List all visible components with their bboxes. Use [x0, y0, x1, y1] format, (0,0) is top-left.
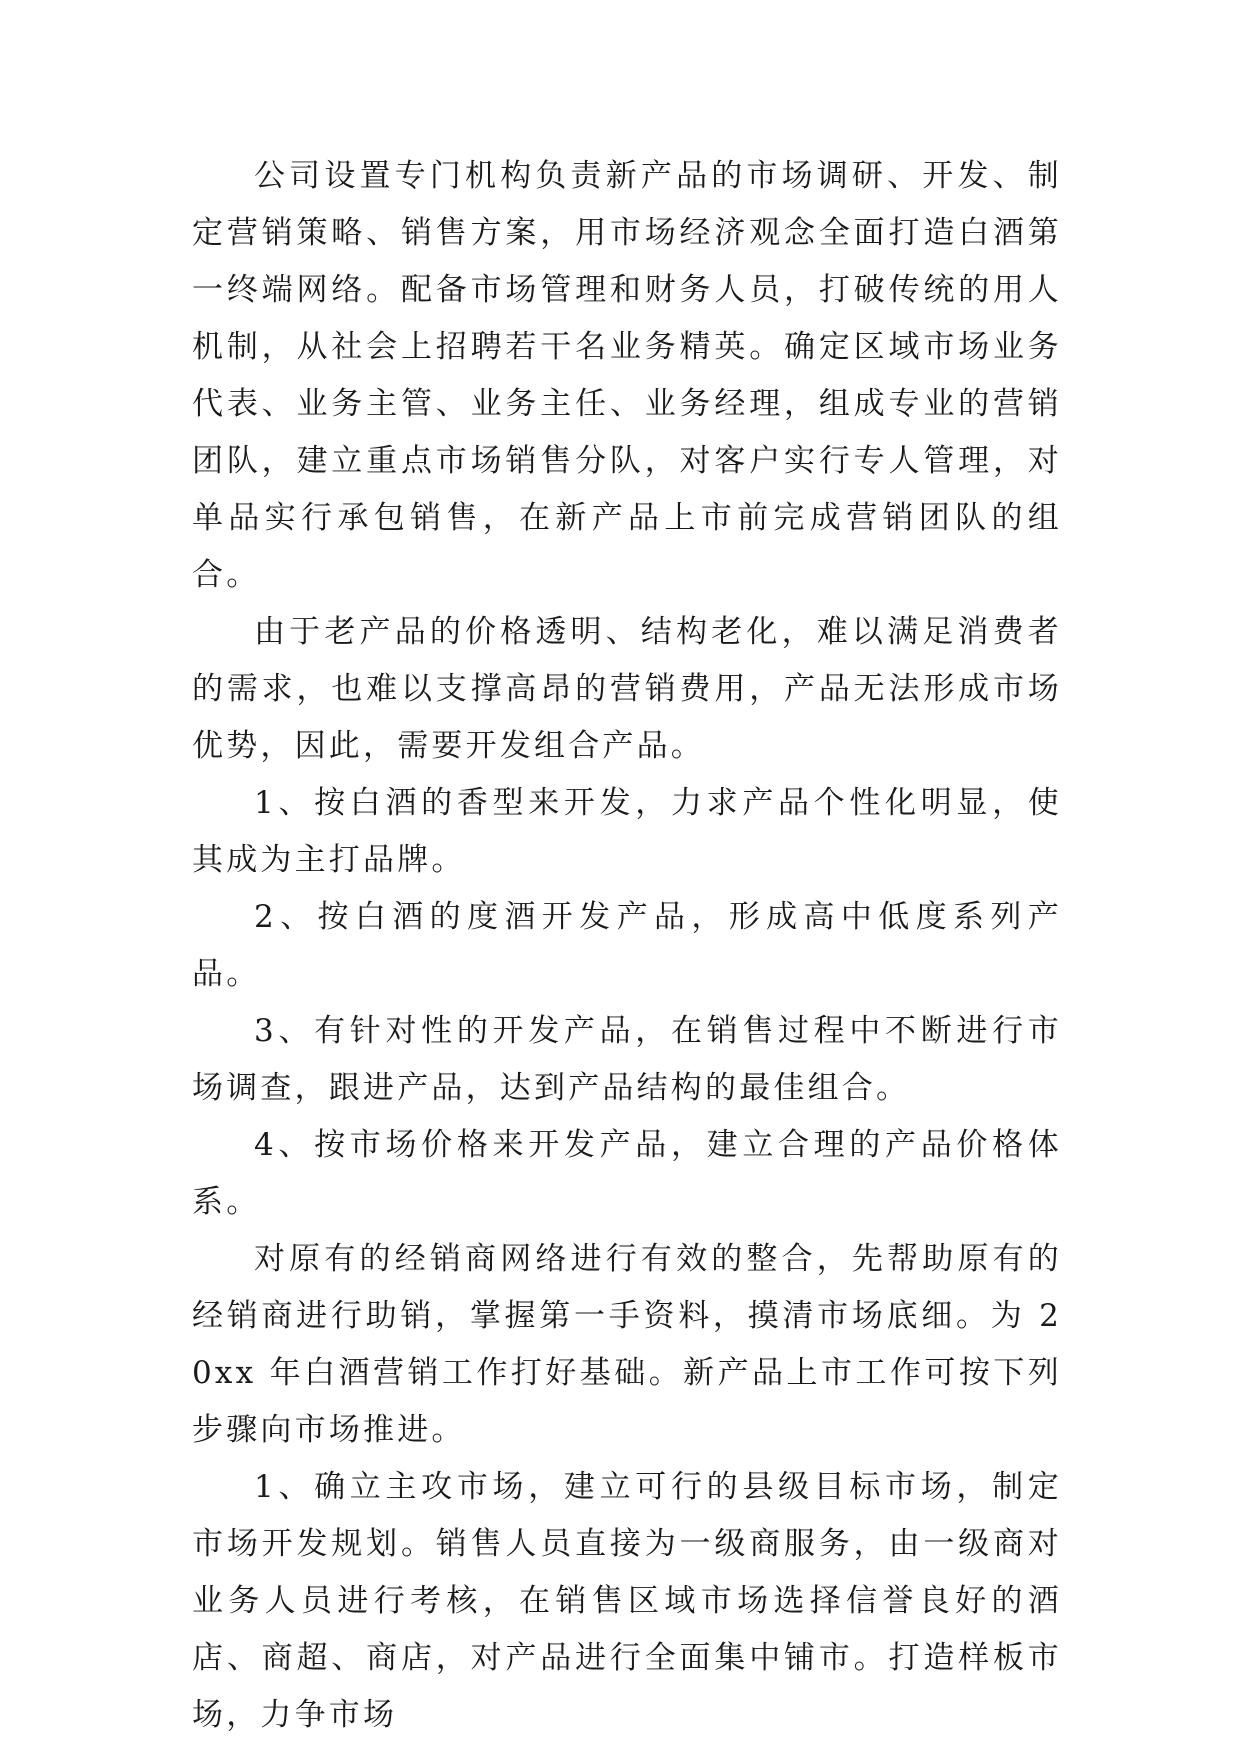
paragraph-target-market: 1、确立主攻市场，建立可行的县级目标市场，制定市场开发规划。销售人员直接为一级商服务，由一级商对业务人员进行考核，在销售区域市场选择信誉良好的酒店、商超、商店，对产品进行全面集中铺市。打造样板市场，力争市场 [192, 1469, 1062, 1733]
paragraph-targeted-development: 3、有针对性的开发产品，在销售过程中不断进行市场调查，跟进产品，达到产品结构的最佳组合。 [192, 1013, 1062, 1106]
document-body [192, 148, 1062, 1744]
paragraph-distributor-integration: 对原有的经销商网络进行有效的整合，先帮助原有的经销商进行助销，掌握第一手资料，摸清市场底细。为 20xx 年白酒营销工作打好基础。新产品上市工作可按下列步骤向市场推进。 [192, 1241, 1062, 1448]
paragraph-product-issues: 由于老产品的价格透明、结构老化，难以满足消费者的需求，也难以支撑高昂的营销费用，产品无法形成市场优势，因此，需要开发组合产品。 [192, 614, 1062, 764]
paragraph-develop-by-strength: 2、按白酒的度酒开发产品，形成高中低度系列产品。 [192, 899, 1062, 992]
paragraph-team-setup: 公司设置专门机构负责新产品的市场调研、开发、制定营销策略、销售方案，用市场经济观念全面打造白酒第一终端网络。配备市场管理和财务人员，打破传统的用人机制，从社会上招聘若干名业务精英。确定区域市场业务代表、业务主管、业务主任、业务经理，组成专业的营销团队，建立重点市场销售分队，对客户实行专人管理，对单品实行承包销售，在新产品上市前完成营销团队的组合。 [192, 158, 1062, 593]
paragraph-price-system: 4、按市场价格来开发产品，建立合理的产品价格体系。 [192, 1127, 1062, 1220]
paragraph-develop-by-aroma: 1、按白酒的香型来开发，力求产品个性化明显，使其成为主打品牌。 [192, 785, 1062, 878]
